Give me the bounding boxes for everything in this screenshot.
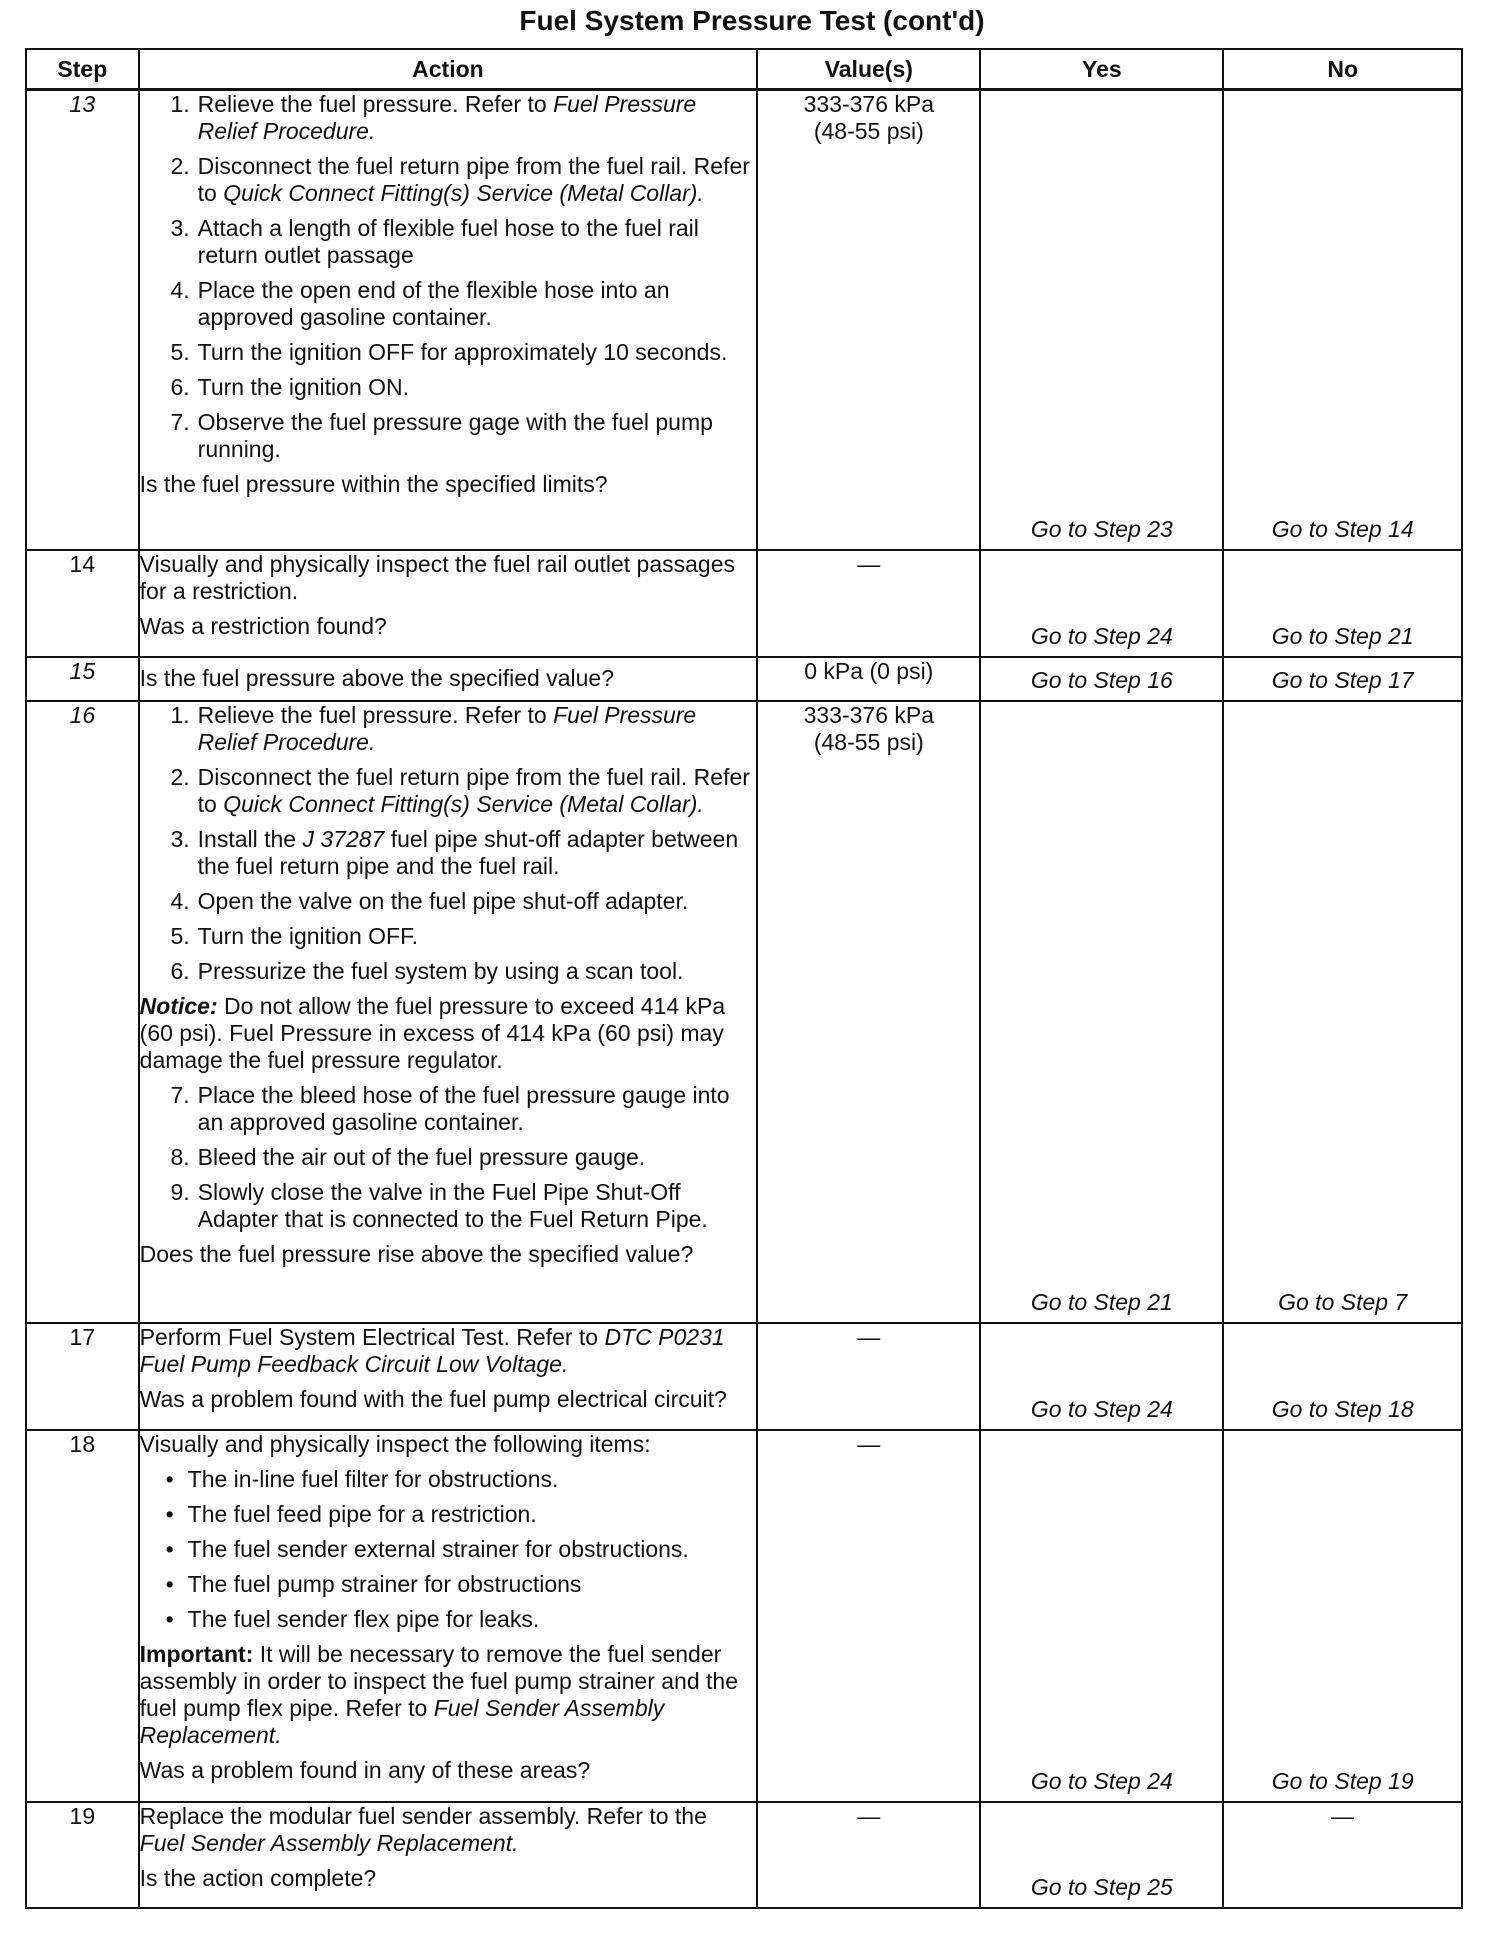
list-item: 2. Disconnect the fuel return pipe from the fuel rail. Refer to Quick Connect Fitting(s) Service (Metal Collar). [170, 763, 750, 817]
step-value: — [757, 1802, 980, 1908]
yes-link[interactable]: Go to Step 24 [1030, 1395, 1173, 1422]
yes-cell [980, 1323, 1223, 1430]
step-row-17 [26, 1323, 1462, 1430]
list-item: • The in-line fuel filter for obstructions. [165, 1465, 559, 1492]
no-link[interactable]: Go to Step 19 [1271, 1767, 1414, 1794]
step-value: 333-376 kPa (48-55 psi) [757, 701, 980, 1323]
step-number: 17 [26, 1323, 139, 1430]
step-row-19 [26, 1802, 1462, 1908]
important-note: Important: It will be necessary to remove the fuel sender assembly in order to inspect the fuel pump strainer and the fuel pump flex pipe. Refer to Fuel Sender Assembly Replacement. [139, 1640, 738, 1748]
yes-cell [980, 1430, 1223, 1802]
step-question: Does the fuel pressure rise above the specified value? [139, 1240, 694, 1267]
list-item: 6. Turn the ignition ON. [170, 374, 410, 400]
no-link[interactable]: Go to Step 21 [1271, 622, 1414, 649]
inspection-list [140, 1466, 757, 1633]
step-action [139, 701, 758, 1323]
step-question: Is the fuel pressure within the specified limits? [139, 471, 608, 497]
yes-cell [980, 550, 1223, 657]
yes-cell [980, 701, 1223, 1323]
yes-link[interactable]: Go to Step 21 [1030, 1288, 1173, 1315]
step-row-18 [26, 1430, 1462, 1802]
no-link[interactable]: Go to Step 17 [1271, 666, 1414, 693]
list-item: 4. Open the valve on the fuel pipe shut-off adapter. [170, 887, 689, 914]
list-item: • The fuel sender external strainer for obstructions. [165, 1535, 689, 1562]
step-action: Visually and physically inspect the following items: • The in-line fuel filter for obstructions. • The fuel feed pipe for a restriction. • The fuel sender external strainer for obstructions. • The fuel pump strainer for obstructions • The fuel sender flex pipe for leaks. Important: It will be necessary to remove the fuel sender assembly in order to inspect the fuel pump strainer and the fuel pump flex pipe. Refer to Fuel Sender Assembly Replacement. Was a problem found in any of these areas? [139, 1430, 758, 1802]
yes-link[interactable]: Go to Step 16 [1030, 666, 1173, 693]
step-value: 0 kPa (0 psi) [757, 657, 980, 701]
step-number: 15 [26, 657, 139, 701]
yes-cell [980, 657, 1223, 701]
list-item: 3. Install the J 37287 fuel pipe shut-off adapter between the fuel return pipe and the fuel rail. [170, 825, 739, 879]
yes-link[interactable]: Go to Step 25 [1030, 1873, 1173, 1900]
list-item: 7. Observe the fuel pressure gage with the fuel pump running. [170, 409, 713, 462]
step-action [139, 657, 758, 701]
step-question: Is the action complete? [139, 1864, 377, 1891]
list-item: • The fuel pump strainer for obstructions [165, 1570, 582, 1597]
step-question: Was a problem found with the fuel pump electrical circuit? [139, 1385, 727, 1412]
list-item: 5. Turn the ignition OFF. [170, 922, 418, 949]
no-link[interactable]: Go to Step 7 [1278, 1288, 1408, 1315]
no-cell [1223, 657, 1462, 701]
no-cell: — [1223, 1802, 1462, 1908]
header-action: Action [139, 49, 758, 90]
list-item: 6. Pressurize the fuel system by using a scan tool. [170, 957, 684, 984]
step-row-15 [26, 657, 1462, 701]
list-item: 9. Slowly close the valve in the Fuel Pipe Shut-Off Adapter that is connected to the Fuel Return Pipe. [170, 1178, 708, 1232]
list-item: 4. Place the open end of the flexible hose into an approved gasoline container. [170, 277, 670, 330]
step-action [139, 90, 758, 550]
step-action: Perform Fuel System Electrical Test. Refer to DTC P0231 Fuel Pump Feedback Circuit Low Voltage. Was a problem found with the fuel pump electrical circuit? [139, 1323, 758, 1430]
page-title: Fuel System Pressure Test (cont'd) [519, 5, 985, 36]
list-item: 2. Disconnect the fuel return pipe from the fuel rail. Refer to Quick Connect Fitting(s) Service (Metal Collar). [170, 153, 750, 206]
list-item: 1. Relieve the fuel pressure. Refer to Fuel Pressure Relief Procedure. [170, 91, 697, 144]
yes-cell [980, 1802, 1223, 1908]
step-number: 16 [26, 701, 139, 1323]
yes-link[interactable]: Go to Step 23 [1030, 515, 1173, 542]
step-value: — [757, 1323, 980, 1430]
step-value: — [757, 550, 980, 657]
no-cell [1223, 550, 1462, 657]
step-row-13 [26, 90, 1462, 550]
step-action: Visually and physically inspect the fuel rail outlet passages for a restriction. Was a restriction found? [139, 550, 758, 657]
yes-link[interactable]: Go to Step 24 [1030, 1767, 1173, 1794]
list-item: 1. Relieve the fuel pressure. Refer to Fuel Pressure Relief Procedure. [170, 701, 697, 755]
step-action: Replace the modular fuel sender assembly. Refer to the Fuel Sender Assembly Replacement. Is the action complete? [139, 1802, 758, 1908]
notice: Notice: Do not allow the fuel pressure to exceed 414 kPa (60 psi). Fuel Pressure in excess of 414 kPa (60 psi) may damage the fuel pressure regulator. [139, 992, 726, 1073]
no-link[interactable]: Go to Step 14 [1271, 515, 1414, 542]
no-cell [1223, 90, 1462, 550]
instruction-list [140, 1082, 757, 1233]
step-question: Was a restriction found? [139, 612, 387, 639]
step-question: Was a problem found in any of these areas? [139, 1756, 591, 1783]
list-item: 3. Attach a length of flexible fuel hose to the fuel rail return outlet passage [170, 215, 699, 268]
procedure-table [25, 48, 1463, 1909]
no-cell [1223, 701, 1462, 1323]
step-number: 18 [26, 1430, 139, 1802]
no-cell [1223, 1323, 1462, 1430]
yes-link[interactable]: Go to Step 24 [1030, 622, 1173, 649]
step-number: 19 [26, 1802, 139, 1908]
no-link[interactable]: Go to Step 18 [1271, 1395, 1414, 1422]
instruction-list [140, 91, 757, 463]
step-value: 333-376 kPa (48-55 psi) [757, 90, 980, 550]
step-number: 13 [26, 90, 139, 550]
no-cell [1223, 1430, 1462, 1802]
header-values: Value(s) [757, 49, 980, 90]
list-item: • The fuel feed pipe for a restriction. [165, 1500, 537, 1527]
list-item: 5. Turn the ignition OFF for approximately 10 seconds. [170, 339, 728, 365]
list-item: • The fuel sender flex pipe for leaks. [165, 1605, 540, 1632]
list-item: 7. Place the bleed hose of the fuel pressure gauge into an approved gasoline container. [170, 1081, 730, 1135]
header-no: No [1223, 49, 1462, 90]
yes-cell [980, 90, 1223, 550]
step-value: — [757, 1430, 980, 1802]
header-row [26, 49, 1462, 90]
step-row-16 [26, 701, 1462, 1323]
step-number: 14 [26, 550, 139, 657]
header-yes: Yes [980, 49, 1223, 90]
step-question: Is the fuel pressure above the specified value? [139, 664, 615, 691]
step-row-14 [26, 550, 1462, 657]
header-step: Step [26, 49, 139, 90]
list-item: 8. Bleed the air out of the fuel pressure gauge. [170, 1143, 646, 1170]
instruction-list [140, 702, 757, 985]
